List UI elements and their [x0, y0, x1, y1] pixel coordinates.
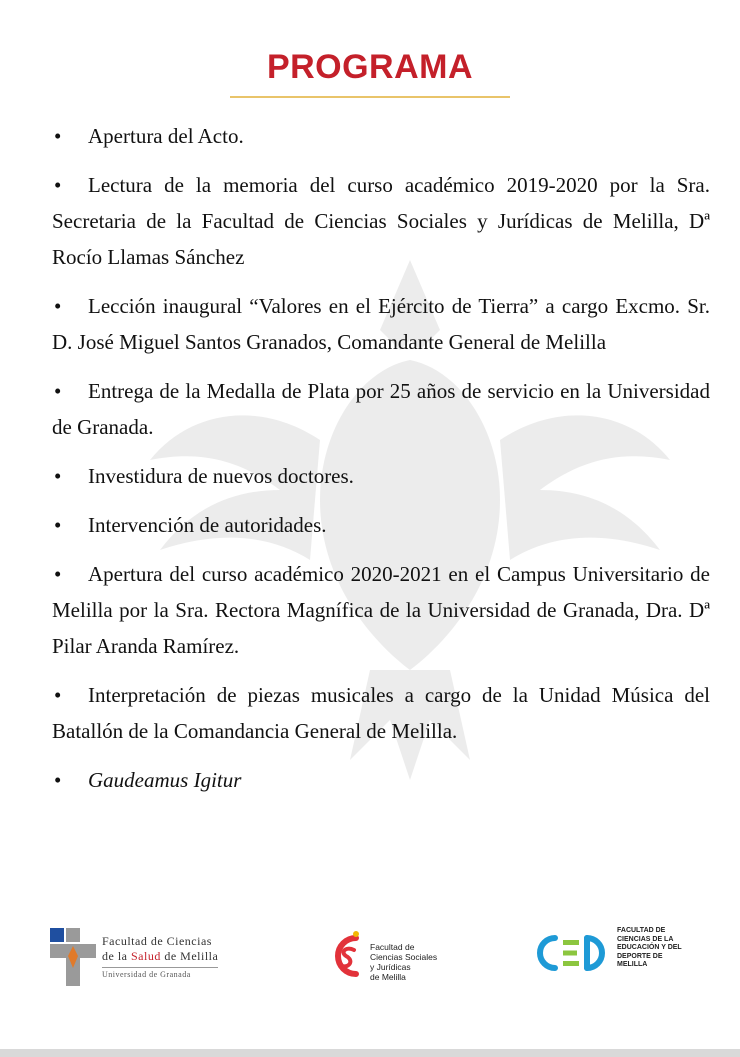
bullet: • [54, 294, 62, 318]
title-underline [230, 96, 510, 98]
list-item [52, 507, 710, 543]
item-text: Interpretación de piezas musicales a cargo de la Unidad Música del Batallón de la Comandancia General de Melilla. [52, 683, 710, 743]
program-list [52, 118, 710, 811]
salud-cross-icon [50, 928, 96, 986]
bullet: • [54, 562, 62, 586]
salud-line2-red: Salud [131, 949, 161, 963]
list-item [52, 677, 710, 749]
salud-line3: Universidad de Granada [102, 967, 218, 979]
sociales-line4: de Melilla [370, 972, 406, 982]
item-text: Investidura de nuevos doctores. [88, 464, 354, 488]
list-item [52, 118, 710, 154]
bullet: • [54, 379, 62, 403]
item-text: Lección inaugural “Valores en el Ejército de Tierra” a cargo Excmo. Sr. D. José Miguel Santos Granados, Comandante General de Melilla [52, 294, 710, 354]
salud-line1: Facultad de Ciencias [102, 934, 212, 948]
item-text: Gaudeamus Igitur [88, 768, 242, 792]
educacion-line3: EDUCACIÓN Y DEL [617, 944, 682, 951]
item-text: Entrega de la Medalla de Plata por 25 años de servicio en la Universidad de Granada. [52, 379, 710, 439]
educacion-line2: CIENCIAS DE LA [617, 935, 674, 943]
logo-ciencias-salud [50, 928, 260, 988]
sociales-cs-icon [326, 928, 366, 984]
item-text: Apertura del Acto. [88, 124, 244, 148]
logo-ciencias-sociales [326, 928, 466, 988]
item-text: Intervención de autoridades. [88, 513, 327, 537]
sociales-line2: Ciencias Sociales [370, 952, 438, 962]
salud-line2-post: de Melilla [160, 949, 219, 963]
educacion-line4: DEPORTE DE [617, 952, 663, 960]
list-item [52, 762, 710, 798]
educacion-line5: MELILLA [617, 961, 648, 968]
salud-line2-pre: de la [102, 949, 131, 963]
bullet: • [54, 124, 62, 148]
bullet: • [54, 513, 62, 537]
bullet: • [54, 768, 62, 792]
ced-logo-icon [535, 932, 613, 974]
logo-ciencias-educacion [535, 924, 695, 984]
sociales-line3: y Jurídicas [370, 962, 411, 972]
page-title: PROGRAMA [266, 48, 474, 86]
salud-line2 [102, 949, 218, 964]
footer-logos [0, 920, 740, 1000]
page-bottom-edge [0, 1049, 740, 1057]
list-item [52, 458, 710, 494]
list-item [52, 556, 710, 664]
sociales-line1: Facultad de [370, 942, 415, 952]
item-text: Apertura del curso académico 2020-2021 en el Campus Universitario de Melilla por la Sra. Rectora Magnífica de la Universidad de Granada, Dra. Dª Pilar Aranda Ramírez. [52, 562, 710, 658]
educacion-line1: FACULTAD DE [617, 927, 666, 934]
list-item [52, 373, 710, 445]
item-text: Lectura de la memoria del curso académico 2019-2020 por la Sra. Secretaria de la Facultad de Ciencias Sociales y Jurídicas de Melilla, Dª Rocío Llamas Sánchez [52, 173, 710, 269]
bullet: • [54, 464, 62, 488]
list-item [52, 288, 710, 360]
bullet: • [54, 173, 62, 197]
bullet: • [54, 683, 62, 707]
list-item [52, 167, 710, 275]
